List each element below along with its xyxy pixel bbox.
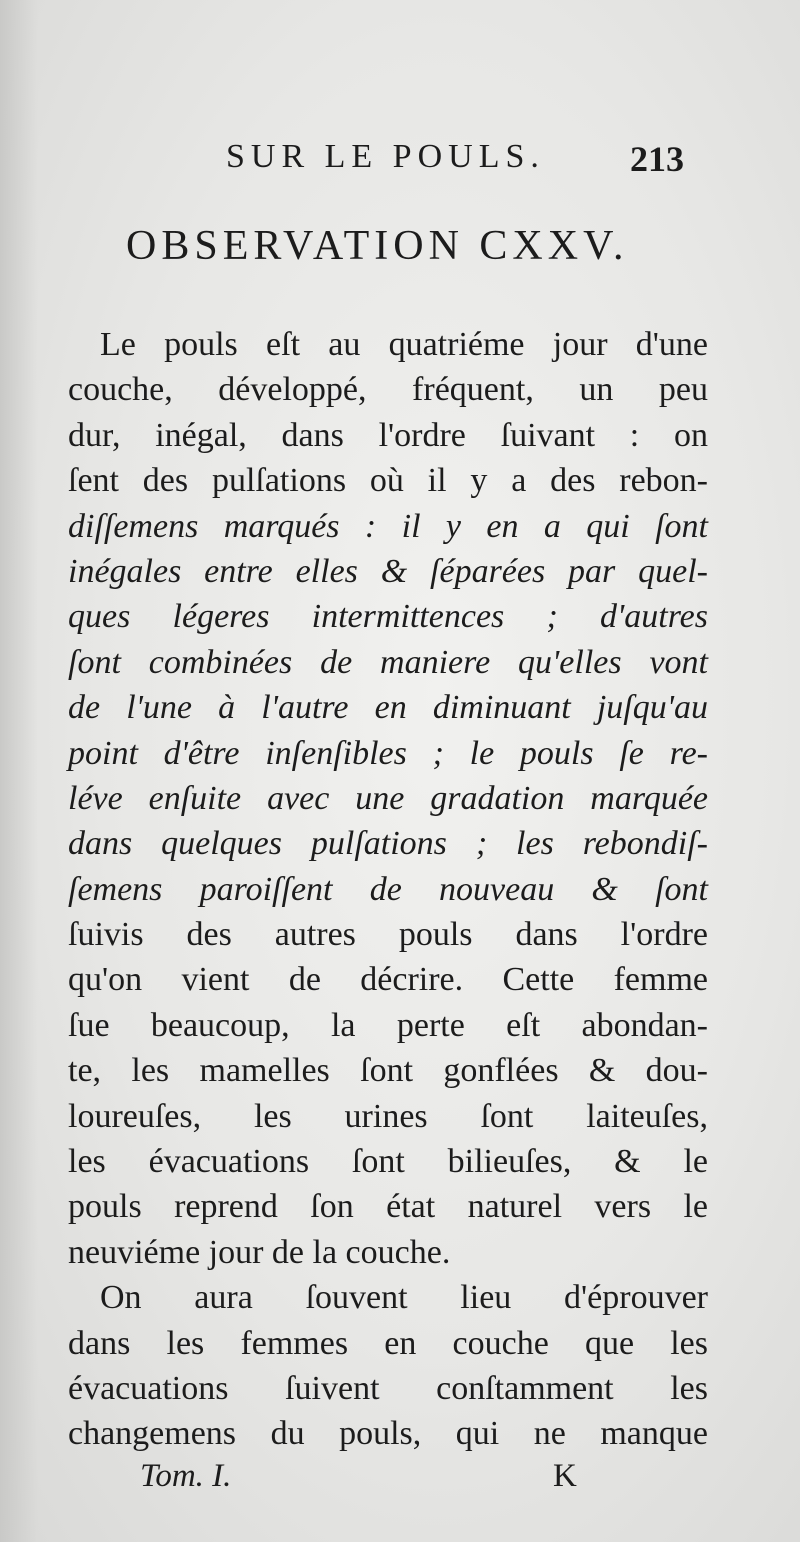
- text-line: couche, développé, fréquent, un peu: [68, 371, 708, 409]
- text-line: évacuations ſuivent conſtamment les: [68, 1369, 708, 1407]
- observation-heading: OBSERVATION CXXV.: [126, 223, 629, 269]
- text-line: diſſemens marqués : il y en a qui ſont: [68, 507, 708, 545]
- text-line: ſemens paroiſſent de nouveau & ſont: [68, 870, 708, 908]
- text-line: point d'être inſenſibles ; le pouls ſe re-: [68, 734, 708, 772]
- text-line: On aura ſouvent lieu d'éprouver: [100, 1279, 708, 1317]
- text-line: dur, inégal, dans l'ordre ſuivant : on: [68, 416, 708, 454]
- text-line: ſent des pulſations où il y a des rebon-: [68, 462, 708, 500]
- text-line: de l'une à l'autre en diminuant juſqu'au: [68, 689, 708, 727]
- running-head: [0, 138, 800, 188]
- text-line: neuviéme jour de la couche.: [68, 1233, 451, 1271]
- body-text: [68, 322, 708, 1457]
- text-line: les évacuations ſont bilieuſes, & le: [68, 1143, 708, 1181]
- text-line: pouls reprend ſon état naturel vers le: [68, 1188, 708, 1226]
- text-line: dans quelques pulſations ; les rebondiſ-: [68, 825, 708, 863]
- volume-mark: Tom. I.: [140, 1458, 232, 1494]
- text-line: changemens du pouls, qui ne manque: [68, 1415, 708, 1453]
- text-line: loureuſes, les urines ſont laiteuſes,: [68, 1097, 708, 1135]
- text-line: dans les femmes en couche que les: [68, 1324, 708, 1362]
- text-line: te, les mamelles ſont gonflées & dou-: [68, 1052, 708, 1090]
- page-number: 213: [630, 139, 684, 179]
- signature-mark: K: [553, 1458, 577, 1494]
- text-line: ſue beaucoup, la perte eſt abondan-: [68, 1006, 708, 1044]
- text-line: léve enſuite avec une gradation marquée: [68, 779, 708, 817]
- text-line: qu'on vient de décrire. Cette femme: [68, 961, 708, 999]
- running-title: SUR LE POULS.: [226, 138, 545, 175]
- text-line: ſuivis des autres pouls dans l'ordre: [68, 916, 708, 954]
- text-line: ſont combinées de maniere qu'elles vont: [68, 643, 708, 681]
- text-line: ques légeres intermittences ; d'autres: [68, 598, 708, 636]
- page-gutter-shadow: [0, 0, 38, 1542]
- text-line: Le pouls eſt au quatriéme jour d'une: [100, 326, 708, 363]
- text-line: inégales entre elles & ſéparées par quel-: [68, 552, 708, 590]
- page-footer: [0, 1458, 800, 1498]
